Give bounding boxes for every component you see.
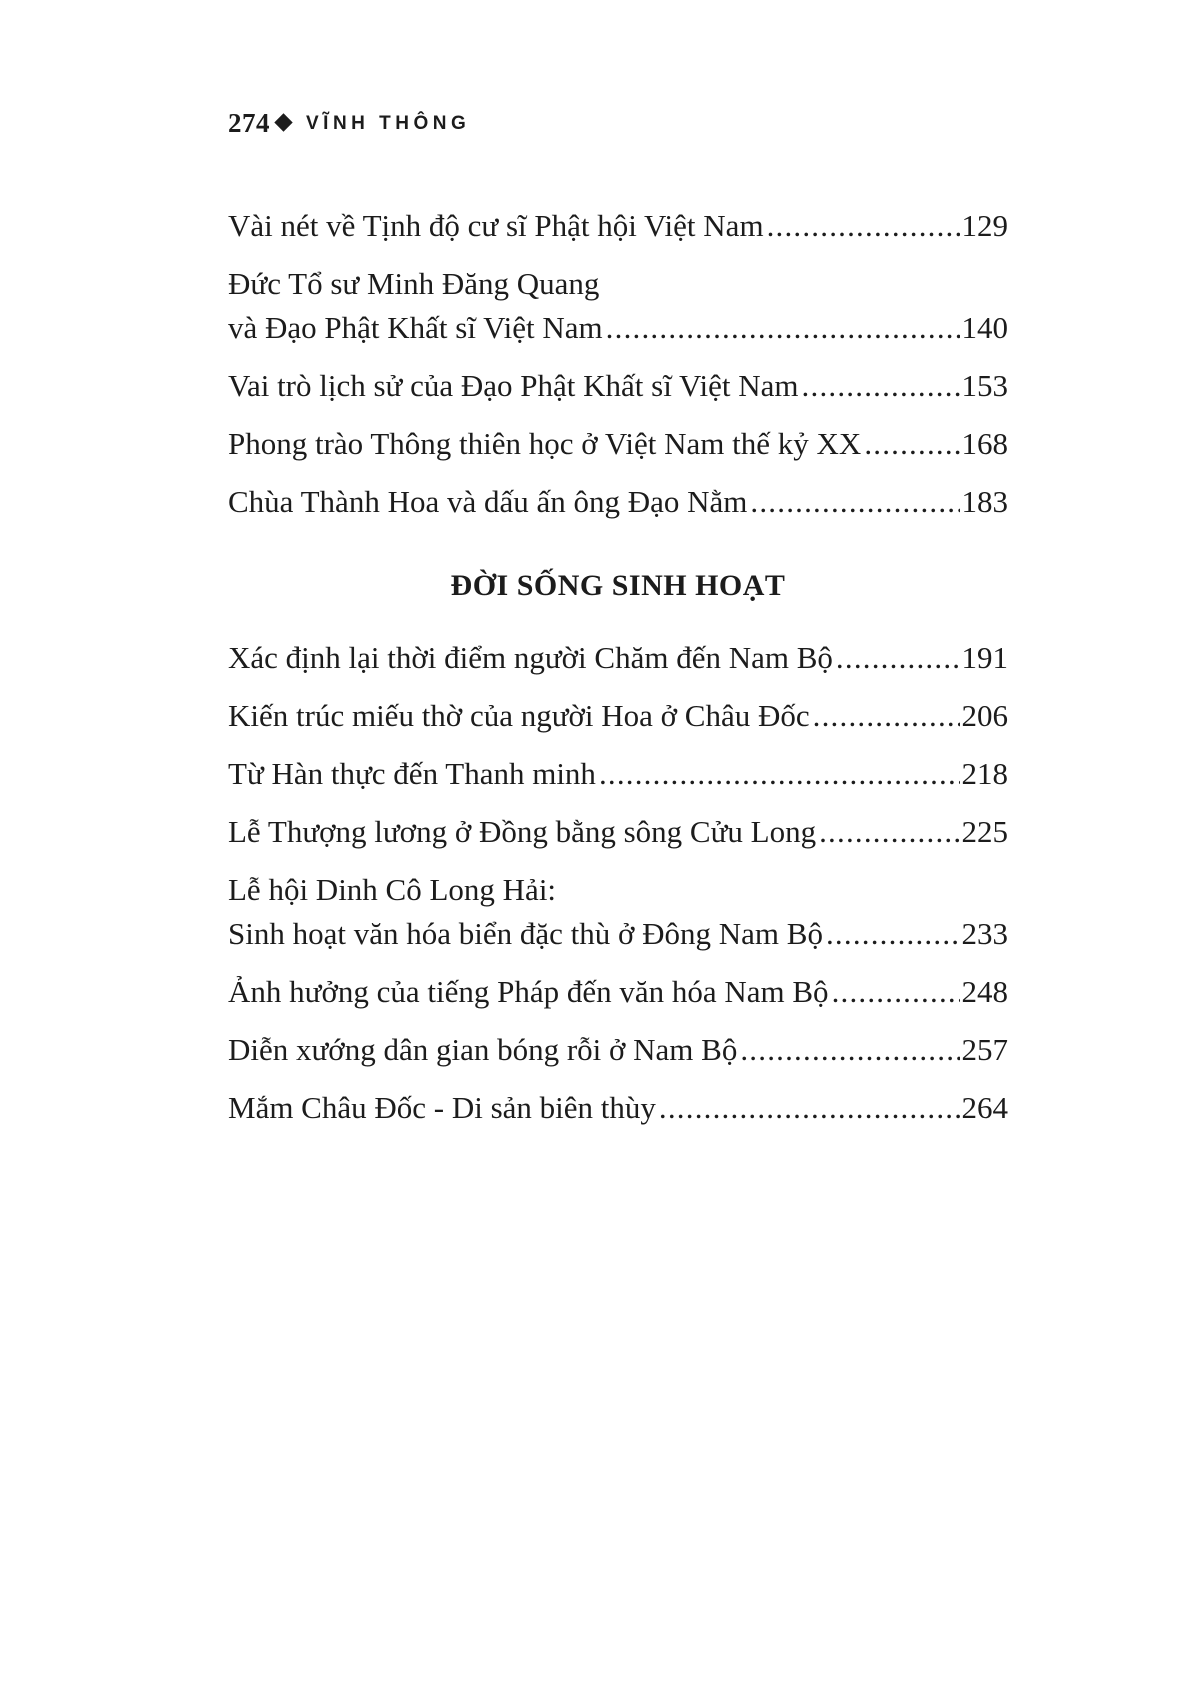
toc-entry <box>228 1028 1008 1072</box>
toc-entry <box>228 262 1008 350</box>
toc-entry-page: 168 <box>961 426 1008 461</box>
toc-entry <box>228 636 1008 680</box>
dot-leader <box>767 204 960 248</box>
toc-entry-title: Sinh hoạt văn hóa biển đặc thù ở Đông Nam Bộ <box>228 916 823 951</box>
toc-entry-title: Từ Hàn thực đến Thanh minh <box>228 756 596 791</box>
toc-entry-title: Chùa Thành Hoa và dấu ấn ông Đạo Nằm <box>228 484 748 519</box>
toc-entry-title: Diễn xướng dân gian bóng rỗi ở Nam Bộ <box>228 1032 738 1067</box>
toc-entry-title: Vài nét về Tịnh độ cư sĩ Phật hội Việt Nam <box>228 208 764 243</box>
toc-entry-page: 225 <box>961 814 1008 849</box>
author-name: VĨNH THÔNG <box>306 112 471 134</box>
dot-leader <box>864 422 959 466</box>
dot-leader <box>819 810 959 854</box>
toc-entry-title: và Đạo Phật Khất sĩ Việt Nam <box>228 310 603 345</box>
toc-entry-title-line1: Lễ hội Dinh Cô Long Hải: <box>228 872 557 907</box>
toc-entry <box>228 1086 1008 1130</box>
toc-entry-page: 191 <box>961 640 1008 675</box>
dot-leader <box>826 912 960 956</box>
toc-entry-title: Phong trào Thông thiên học ở Việt Nam thế kỷ XX <box>228 426 862 461</box>
dot-leader <box>599 752 960 796</box>
toc-entry-title: Ảnh hưởng của tiếng Pháp đến văn hóa Nam Bộ <box>228 974 829 1009</box>
toc-entry <box>228 810 1008 854</box>
dot-leader <box>659 1086 960 1130</box>
toc-entry <box>228 694 1008 738</box>
toc-entry <box>228 970 1008 1014</box>
toc-entry <box>228 480 1008 524</box>
dot-leader <box>802 364 960 408</box>
dot-leader <box>606 306 960 350</box>
toc-entry-title-line1: Đức Tổ sư Minh Đăng Quang <box>228 266 600 301</box>
toc-entry-title: Kiến trúc miếu thờ của người Hoa ở Châu Đốc <box>228 698 810 733</box>
dot-leader <box>740 1028 959 1072</box>
toc-entry <box>228 204 1008 248</box>
toc-entry-page: 153 <box>961 368 1008 403</box>
toc-entry-page: 183 <box>961 484 1008 519</box>
toc-entry-title: Vai trò lịch sử của Đạo Phật Khất sĩ Việt Nam <box>228 368 799 403</box>
dot-leader <box>750 480 959 524</box>
running-head <box>228 108 470 139</box>
toc-entry-page: 206 <box>961 698 1008 733</box>
dot-leader <box>813 694 960 738</box>
toc-entry-title: Lễ Thượng lương ở Đồng bằng sông Cửu Long <box>228 814 817 849</box>
section-heading: ĐỜI SỐNG SINH HOẠT <box>450 569 786 602</box>
toc-entry-page: 233 <box>961 916 1008 951</box>
toc-entry-page: 264 <box>961 1090 1008 1125</box>
toc-entry-page: 218 <box>961 756 1008 791</box>
dot-leader <box>836 636 960 680</box>
toc-entry <box>228 868 1008 956</box>
toc-entry-page: 248 <box>961 974 1008 1009</box>
diamond-icon <box>274 113 292 131</box>
toc-entry-title: Xác định lại thời điểm người Chăm đến Nam Bộ <box>228 640 833 675</box>
toc-entry-page: 129 <box>961 208 1008 243</box>
toc-entry-page: 257 <box>961 1032 1008 1067</box>
toc-entry <box>228 364 1008 408</box>
toc-entry-title: Mắm Châu Đốc - Di sản biên thùy <box>228 1090 656 1125</box>
toc-entry <box>228 752 1008 796</box>
toc-entry-page: 140 <box>961 310 1008 345</box>
page-number: 274 <box>228 108 270 138</box>
dot-leader <box>832 970 960 1014</box>
toc-entry <box>228 422 1008 466</box>
table-of-contents <box>228 204 1008 1130</box>
